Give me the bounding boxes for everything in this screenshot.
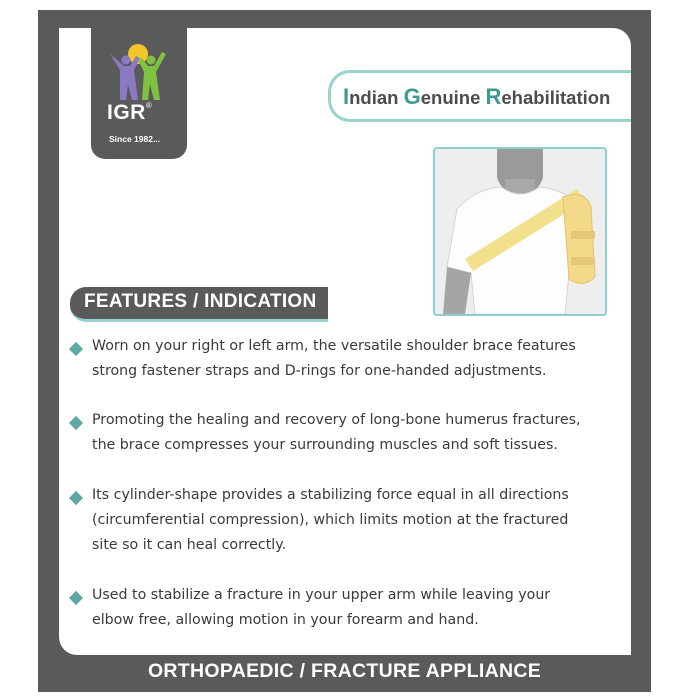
brand-name: Indian Genuine Rehabilitation <box>343 84 611 109</box>
feature-bullet: Worn on your right or left arm, the versatile shoulder brace features strong fastener straps and D-rings for one-handed adjustments. <box>92 338 576 379</box>
logo-figures-icon <box>104 50 176 106</box>
logo-since: Since 1982... <box>109 134 161 144</box>
feature-bullet: Promoting the healing and recovery of long-bone humerus fractures, the brace compresses your surrounding muscles and soft tissues. <box>92 412 581 453</box>
feature-bullet: Its cylinder-shape provides a stabilizing force equal in all directions (circumferential compression), which limits motion at the fractured site so it can heal correctly. <box>92 487 569 553</box>
product-photo <box>433 147 607 316</box>
footer-caption: ORTHOPAEDIC / FRACTURE APPLIANCE <box>147 660 542 682</box>
shoulder-brace-illustration <box>435 149 605 314</box>
logo-name: IGR® <box>107 101 153 124</box>
feature-bullet: Used to stabilize a fracture in your upper arm while leaving your elbow free, allowing motion in your forearm and hand. <box>92 587 551 628</box>
section-title: FEATURES / INDICATION <box>84 291 317 312</box>
